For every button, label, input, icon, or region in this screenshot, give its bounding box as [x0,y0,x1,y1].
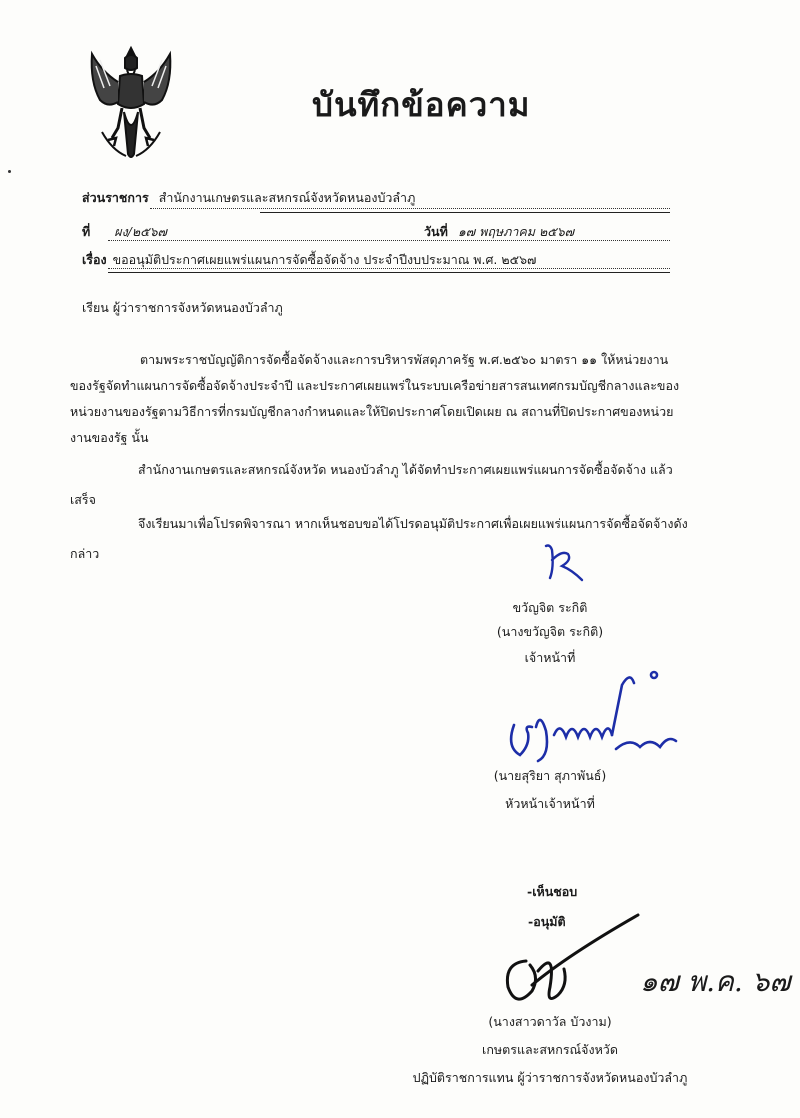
date-row [424,222,574,242]
agency-underline-solid [260,212,670,213]
date-value: ๑๗ พฤษภาคม ๒๕๖๗ [457,224,575,239]
signer1-name: ขวัญจิต ระกิติ [512,600,588,615]
memo-title: บันทึกข้อความ [312,85,531,124]
approver-position: เกษตรและสหกรณ์จังหวัด [482,1042,618,1057]
ref-value: ผง/๒๕๖๗ [114,224,167,239]
subject-row [82,250,536,270]
ref-underline [108,240,670,241]
ref-label: ที่ [82,224,91,239]
subject-value: ขออนุมัติประกาศเผยแพร่แผนการจัดซื้อจัดจ้าง ประจำปีงบประมาณ พ.ศ. ๒๕๖๗ [112,252,537,267]
signature-3-icon [498,905,658,1015]
p1-line1: ตามพระราชบัญญัติการจัดซื้อจัดจ้างและการบริหารพัสดุภาครัฐ พ.ศ.๒๕๖๐ มาตรา ๑๑ ให้หน่วยงาน [140,352,669,367]
signer1-full-name: (นางขวัญจิต ระกิติ) [496,624,604,639]
speck [8,170,11,173]
signer2-full-name: (นายสุริยา สุภาพันธ์) [493,768,607,783]
p2-line1: สำนักงานเกษตรและสหกรณ์จังหวัด หนองบัวลำภู ได้จัดทำประกาศเผยแพร่แผนการจัดซื้อจัดจ้าง แล้ว [138,462,673,477]
signature-2-icon [500,665,680,765]
salutation: เรียน ผู้ว่าราชการจังหวัดหนองบัวลำภู [82,300,283,315]
agency-row [82,188,415,208]
handwritten-date: ๑๗ พ.ค. ๖๗ [640,965,791,998]
approval-approve: -อนุมัติ [528,914,566,929]
date-label: วันที่ [424,224,448,239]
p1-line3: หน่วยงานของรัฐตามวิธีการที่กรมบัญชีกลางกำหนดและให้ปิดประกาศโดยเปิดเผย ณ สถานที่ปิดประกาศของหน่วย [70,404,674,419]
subject-underline-solid [108,272,670,273]
garuda-emblem-icon [82,42,180,164]
agency-underline [150,208,670,209]
p1-line4: งานของรัฐ นั้น [70,430,149,445]
approval-agree: -เห็นชอบ [527,884,578,899]
p3-line1: จึงเรียนมาเพื่อโปรดพิจารณา หากเห็นชอบขอได้โปรดอนุมัติประกาศเพื่อเผยแพร่แผนการจัดซื้อจัดจ้างดัง [138,516,688,531]
agency-label: ส่วนราชการ [82,190,149,205]
ref-row [82,222,167,242]
agency-value: สำนักงานเกษตรและสหกรณ์จังหวัดหนองบัวลำภู [158,190,416,205]
p3-line2: กล่าว [70,546,100,561]
signer1-position: เจ้าหน้าที่ [524,650,576,665]
p2-line2: เสร็จ [70,492,96,507]
approver-acting: ปฏิบัติราชการแทน ผู้ว่าราชการจังหวัดหนองบัวลำภู [412,1070,688,1085]
subject-label: เรื่อง [82,252,107,267]
p1-line2: ของรัฐจัดทำแผนการจัดซื้อจัดจ้างประจำปี และประกาศเผยแพร่ในระบบเครือข่ายสารสนเทศกรมบัญชีกลางและของ [70,378,680,393]
signer2-position: หัวหน้าเจ้าหน้าที่ [505,796,595,811]
signature-1-icon [538,540,588,586]
subject-underline [108,268,670,269]
approver-full-name: (นางสาวดาวัล บัวงาม) [488,1014,612,1029]
